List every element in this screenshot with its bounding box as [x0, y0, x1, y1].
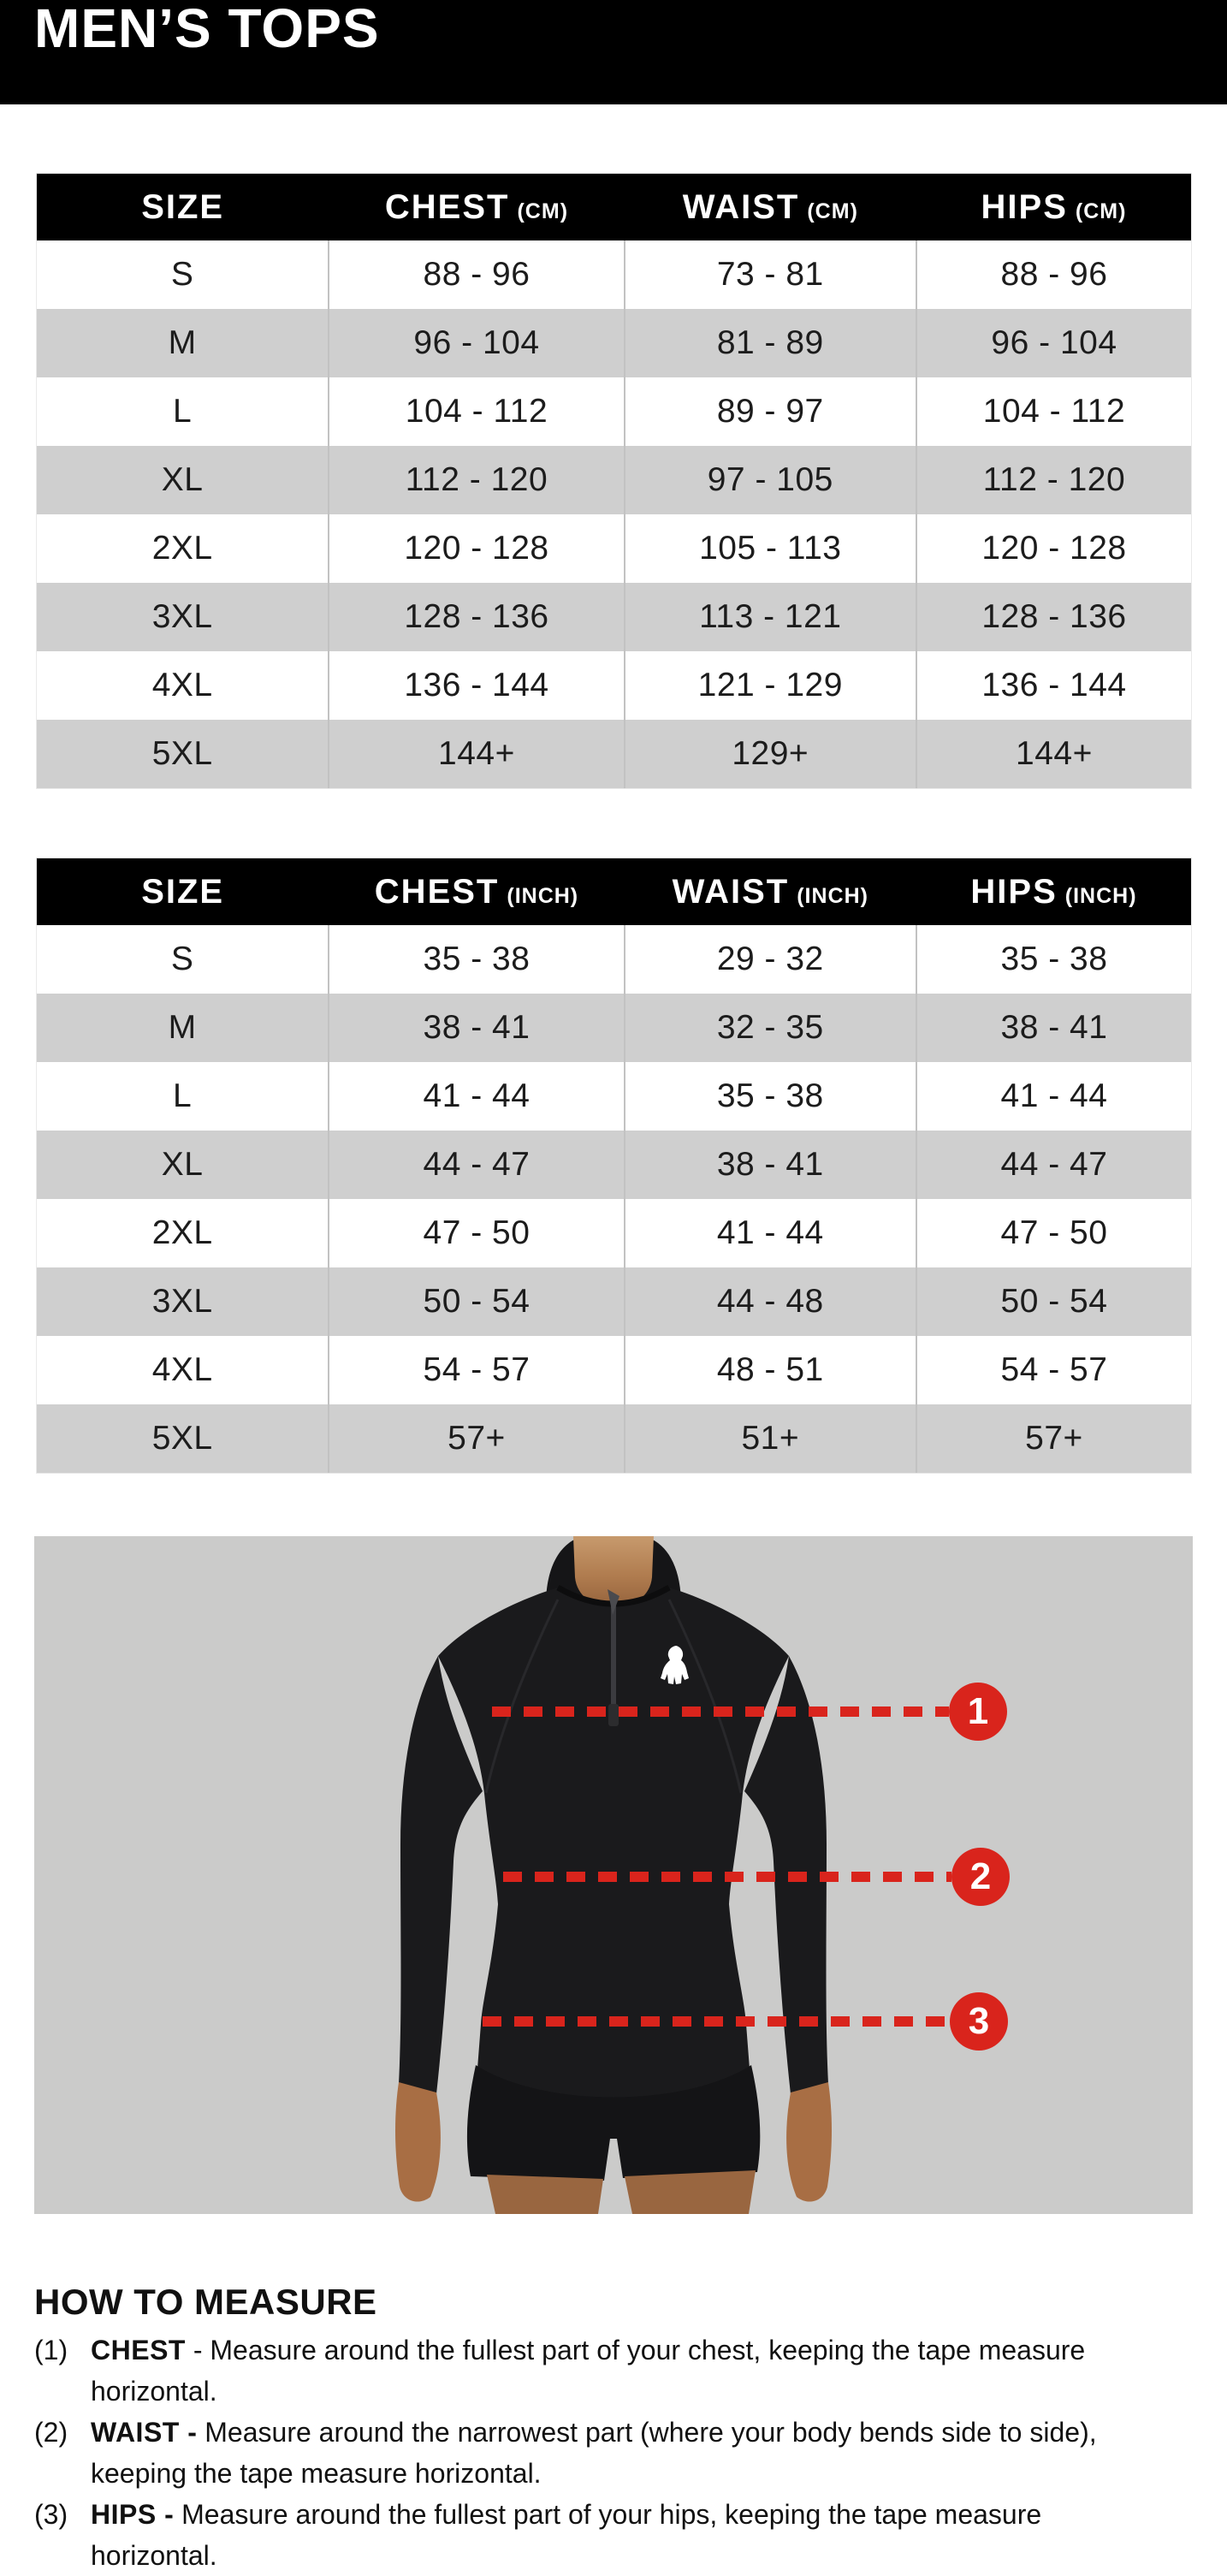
size-cell: 4XL: [151, 667, 213, 703]
range-cell: 136 - 144: [916, 651, 1191, 720]
size-row-2xl: [37, 1199, 1191, 1267]
section-header-bar: [0, 0, 1227, 104]
size-row-xl: [37, 1131, 1191, 1199]
size-row-l: [37, 1062, 1191, 1131]
range-cell: 120 - 128: [329, 514, 624, 583]
size-row-xl: [37, 446, 1191, 514]
size-row-s: [37, 240, 1191, 309]
size-table-cm-table: [37, 174, 1191, 788]
size-table-cm-body: [37, 240, 1191, 788]
range-cell: 144+: [916, 720, 1191, 788]
range-cell: 47 - 50: [916, 1199, 1191, 1267]
range-cell: 96 - 104: [916, 309, 1191, 377]
marker-badge-2: 2: [951, 1848, 1010, 1906]
range-cell: 97 - 105: [625, 446, 916, 514]
col-header-waist: WAIST (CM): [625, 174, 916, 240]
how-to-measure-section: [34, 2283, 1198, 2576]
range-cell: 136 - 144: [329, 651, 624, 720]
range-cell: 144+: [329, 720, 624, 788]
size-cell: 2XL: [151, 530, 213, 567]
instruction-number: (1): [34, 2335, 68, 2365]
size-cell: M: [37, 309, 329, 377]
size-table-cm-head: [37, 174, 1191, 240]
size-row-s: [37, 925, 1191, 994]
size-row-5xl: [37, 1404, 1191, 1473]
size-row-5xl: [37, 720, 1191, 788]
marker-badge-3: 3: [950, 1992, 1008, 2051]
range-cell: 41 - 44: [625, 1199, 916, 1267]
range-cell: 128 - 136: [916, 583, 1191, 651]
size-cell: L: [173, 1077, 193, 1114]
range-cell: 47 - 50: [329, 1199, 624, 1267]
how-to-measure-title: HOW TO MEASURE: [34, 2282, 377, 2322]
range-cell: 41 - 44: [916, 1062, 1191, 1131]
size-cell: S: [170, 941, 194, 977]
size-cell: XL: [37, 1131, 329, 1199]
range-cell: 120 - 128: [916, 514, 1191, 583]
col-header-size: SIZE: [37, 858, 329, 925]
instruction-term: WAIST -: [91, 2417, 198, 2448]
range-cell: 104 - 112: [916, 377, 1191, 446]
range-cell: 113 - 121: [625, 583, 916, 651]
measure-instruction-waist: [34, 2412, 1198, 2494]
marker-badge-1: 1: [949, 1683, 1007, 1741]
measure-instruction-hips: [34, 2494, 1198, 2576]
size-cell: 3XL: [37, 583, 329, 651]
waist-dash-line: [503, 1872, 951, 1882]
range-cell: 48 - 51: [625, 1336, 916, 1404]
range-cell: 38 - 41: [625, 1131, 916, 1199]
range-cell: 104 - 112: [329, 377, 624, 446]
chest-measure-marker: [492, 1683, 1007, 1741]
instruction-term: CHEST: [91, 2335, 186, 2365]
range-cell: 112 - 120: [916, 446, 1191, 514]
size-table-inch-body: [37, 925, 1191, 1473]
instruction-number: (2): [34, 2417, 68, 2448]
range-cell: 81 - 89: [625, 309, 916, 377]
col-header-hips: HIPS (INCH): [916, 858, 1191, 925]
size-table-cm: [36, 173, 1192, 789]
size-cell: L: [173, 393, 193, 430]
size-row-2xl: [37, 514, 1191, 583]
header-row: [37, 858, 1191, 925]
instruction-text: WAIST - Measure around the narrowest part (where your body bends side to side), keeping the tape measure horizontal.: [91, 2417, 1097, 2489]
range-cell: 29 - 32: [625, 925, 916, 994]
instruction-term: HIPS -: [91, 2499, 175, 2530]
hips-dash-line: [483, 2016, 950, 2027]
page-title: MEN’S TOPS: [34, 0, 380, 59]
hips-measure-marker: [483, 1992, 1008, 2051]
range-cell: 121 - 129: [625, 651, 916, 720]
range-cell: 38 - 41: [329, 994, 624, 1062]
size-cell: 3XL: [37, 1267, 329, 1336]
range-cell: 50 - 54: [329, 1267, 624, 1336]
range-cell: 41 - 44: [329, 1062, 624, 1131]
range-cell: 44 - 48: [625, 1267, 916, 1336]
range-cell: 128 - 136: [329, 583, 624, 651]
range-cell: 50 - 54: [916, 1267, 1191, 1336]
range-cell: 44 - 47: [329, 1131, 624, 1199]
range-cell: 129+: [625, 720, 916, 788]
size-row-3xl: [37, 583, 1191, 651]
size-table-inch: [36, 858, 1192, 1474]
size-row-3xl: [37, 1267, 1191, 1336]
range-cell: 57+: [916, 1404, 1191, 1473]
size-cell: 5XL: [37, 720, 329, 788]
range-cell: 88 - 96: [329, 240, 624, 309]
col-header-size: SIZE: [37, 174, 329, 240]
size-table-inch-table: [37, 858, 1191, 1473]
chest-dash-line: [492, 1706, 949, 1717]
size-cell: 2XL: [151, 1214, 213, 1251]
size-row-m: [37, 994, 1191, 1062]
size-cell: 5XL: [37, 1404, 329, 1473]
measure-instruction-chest: [34, 2330, 1198, 2412]
range-cell: 88 - 96: [916, 240, 1191, 309]
range-cell: 112 - 120: [329, 446, 624, 514]
range-cell: 73 - 81: [625, 240, 916, 309]
size-cell: S: [170, 256, 194, 293]
range-cell: 54 - 57: [916, 1336, 1191, 1404]
size-row-m: [37, 309, 1191, 377]
range-cell: 89 - 97: [625, 377, 916, 446]
range-cell: 35 - 38: [916, 925, 1191, 994]
col-header-hips: HIPS (CM): [916, 174, 1191, 240]
range-cell: 44 - 47: [916, 1131, 1191, 1199]
instruction-text: CHEST - Measure around the fullest part of your chest, keeping the tape measure horizontal.: [91, 2335, 1086, 2407]
size-table-inch-head: [37, 858, 1191, 925]
range-cell: 35 - 38: [625, 1062, 916, 1131]
waist-measure-marker: [503, 1848, 1010, 1906]
size-cell: M: [37, 994, 329, 1062]
range-cell: 51+: [625, 1404, 916, 1473]
col-header-chest: CHEST (INCH): [329, 858, 624, 925]
header-row: [37, 174, 1191, 240]
size-row-l: [37, 377, 1191, 446]
range-cell: 35 - 38: [329, 925, 624, 994]
size-cell: 4XL: [151, 1351, 213, 1388]
col-header-waist: WAIST (INCH): [625, 858, 916, 925]
range-cell: 57+: [329, 1404, 624, 1473]
range-cell: 38 - 41: [916, 994, 1191, 1062]
range-cell: 105 - 113: [625, 514, 916, 583]
instruction-number: (3): [34, 2499, 68, 2530]
col-header-chest: CHEST (CM): [329, 174, 624, 240]
size-row-4xl: [37, 1336, 1191, 1404]
size-cell: XL: [37, 446, 329, 514]
measurement-photo: [34, 1536, 1193, 2214]
size-row-4xl: [37, 651, 1191, 720]
range-cell: 54 - 57: [329, 1336, 624, 1404]
range-cell: 96 - 104: [329, 309, 624, 377]
range-cell: 32 - 35: [625, 994, 916, 1062]
instruction-text: HIPS - Measure around the fullest part of your hips, keeping the tape measure horizontal.: [91, 2499, 1042, 2571]
